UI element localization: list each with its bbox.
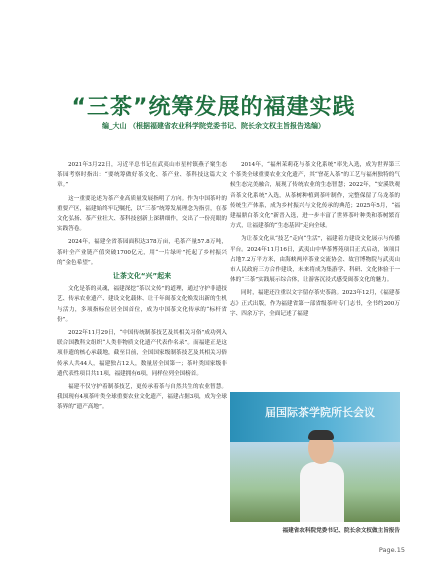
photo-caption: 福建省农科院党委书记、院长余文权做主旨报告 <box>282 528 400 534</box>
paragraph: 这一重要论述为茶产业高质量发展指明了方向。作为中国茶叶的重要产区，福建始终牢记嘱托，以“三茶”统筹发展理念为指引，在茶文化弘扬、茶产业壮大、茶科技创新上深耕细作，交出了一份亮眼的实践答卷。 <box>57 195 227 233</box>
left-column <box>57 160 227 416</box>
banner-text: 届国际茶学院所长会议 <box>265 406 375 419</box>
article-byline: 编_大山 （根据福建省农业科学院党委书记、院长余文权主旨报告选编） <box>102 122 325 130</box>
paragraph: 2024年，福建全省茶园面积达378万亩，毛茶产量57.8万吨，茶叶全产业链产值突破1700亿元，用“一片绿叶”托起了乡村振兴的“金色希望”。 <box>57 239 227 266</box>
paragraph: 福建不仅守护着制茶技艺，更传承着茶与自然共生的农业智慧。我国现有4项茶叶类全球重要农业文化遗产，福建占据3项，成为全球茶界的“遗产高地”。 <box>57 384 227 411</box>
paragraph: 2022年11月29日，“中国传统制茶技艺及其相关习俗”成功列入联合国教科文组织“人类非物质文化遗产代表作名录”。而福建正是这项非遗的核心承载地，截至目前，全国国家级制茶技艺及其相关习俗传承人共44人，福建独占12人，数量居全国第一；茶叶类国家级非遗代表性项目共11项，福建拥有6项，同样位列全国榜首。 <box>57 330 227 377</box>
paragraph: 2021年3月22日，习近平总书记在武夷山市星村镇燕子窠生态茶园考察时指出：“要统筹做好茶文化、茶产业、茶科技这篇大文章。” <box>57 162 227 189</box>
paragraph: 为让茶文化从“技艺”走向“生活”，福建着力建设文化展示与传播平台。2024年11月16日，武夷山中华茶博苑项目正式启动，该项目占地7.2万平方米，由海峡两岸茶业交流协会、故宫博物院与武夷山市人民政府三方合作建设，未来将成为集游学、科研、文化体验于一体的“三茶”实践展示综合体，让游客沉浸式感受闽茶文化的魅力。 <box>230 236 400 284</box>
article-title: “三茶”统筹发展的福建实践 <box>71 95 356 120</box>
speaker-photo <box>230 392 400 522</box>
right-column <box>230 160 400 322</box>
paragraph: 同时，福建还注重以文字留存茶史茶韵。2023年12月，《福建茶志》正式出版，作为福建省第一部省级茶叶专门志书，全书约200万字、四余万字，全面记述了福建 <box>230 290 400 317</box>
paragraph: 2014年，“福州茉莉花与茶文化系统”率先入选，成为世界第三个茶类全球重要农业文化遗产，其“窨花入茶”的工艺与福州独特的气候生态完美融合，展现了传统农业的生态智慧；2022年，“安溪铁观音茶文化系统”入选，从茶树种植到茶叶制作，完整保留了乌龙茶的传统生产体系，成为乡村振兴与文化传承的典范；2025年5月，“福建福鼎白茶文化”新晋入选，进一步丰富了世界茶叶种类和茶树繁育方式，让福建茶的“生态基因”走向全球。 <box>230 162 400 230</box>
speaker-hair <box>308 430 334 440</box>
speaker-body <box>300 462 344 522</box>
paragraph: 文化是茶的灵魂，福建深挖“茶以文传”的道理，通过守护非遗技艺、传承农业遗产、建设文化载体、让千年闽茶文化焕发出新的生机与活力，多项指标位居全国首位，成为中国茶文化传承的“标杆省份”。 <box>57 286 227 323</box>
speaker-figure <box>300 432 344 522</box>
page-number: Page.15 <box>378 546 405 554</box>
section-heading: 让茶文化“兴”起来 <box>112 272 172 281</box>
